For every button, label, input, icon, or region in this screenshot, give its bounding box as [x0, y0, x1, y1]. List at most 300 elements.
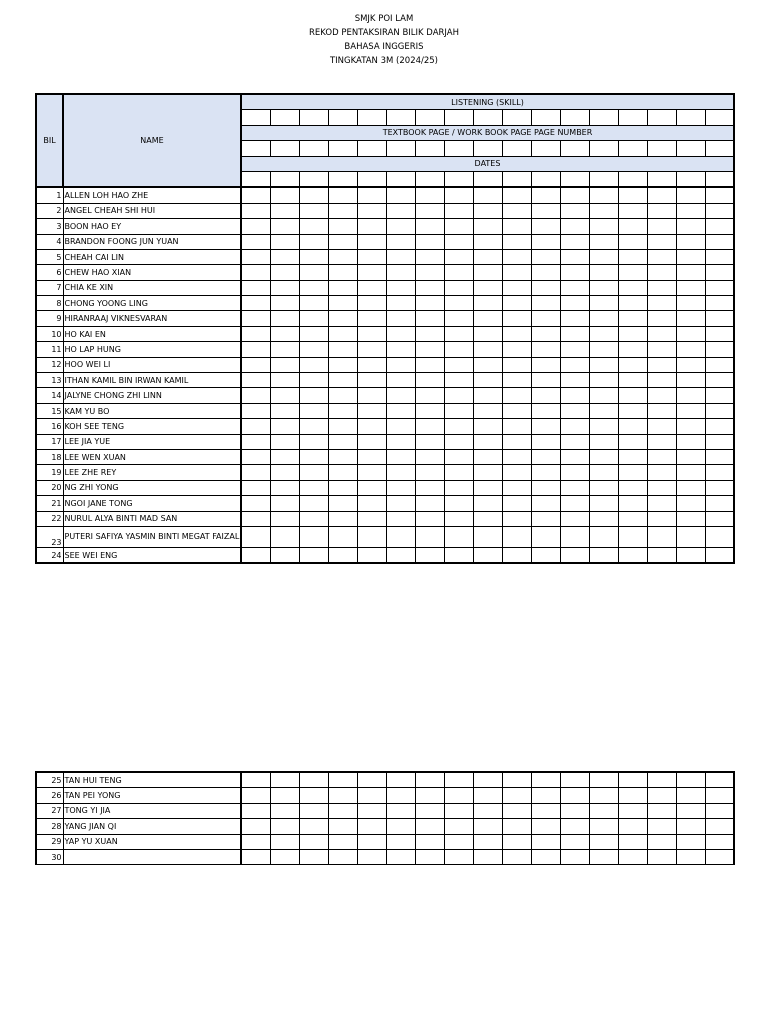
blank-cell[interactable] — [444, 171, 473, 187]
score-cell[interactable] — [444, 342, 473, 357]
score-cell[interactable] — [444, 496, 473, 511]
score-cell[interactable] — [676, 819, 705, 834]
score-cell[interactable] — [473, 249, 502, 264]
score-cell[interactable] — [473, 326, 502, 341]
score-cell[interactable] — [618, 357, 647, 372]
score-cell[interactable] — [560, 373, 589, 388]
score-cell[interactable] — [473, 187, 502, 203]
blank-cell[interactable] — [589, 171, 618, 187]
score-cell[interactable] — [415, 834, 444, 849]
blank-cell[interactable] — [647, 141, 676, 156]
score-cell[interactable] — [444, 511, 473, 526]
score-cell[interactable] — [647, 311, 676, 326]
score-cell[interactable] — [241, 357, 270, 372]
score-cell[interactable] — [502, 311, 531, 326]
score-cell[interactable] — [560, 772, 589, 788]
blank-cell[interactable] — [270, 171, 299, 187]
score-cell[interactable] — [589, 265, 618, 280]
score-cell[interactable] — [618, 342, 647, 357]
score-cell[interactable] — [270, 419, 299, 434]
score-cell[interactable] — [705, 326, 734, 341]
score-cell[interactable] — [328, 788, 357, 803]
score-cell[interactable] — [386, 249, 415, 264]
blank-cell[interactable] — [270, 110, 299, 125]
score-cell[interactable] — [618, 187, 647, 203]
score-cell[interactable] — [705, 449, 734, 464]
score-cell[interactable] — [444, 849, 473, 864]
score-cell[interactable] — [589, 849, 618, 864]
blank-cell[interactable] — [502, 171, 531, 187]
score-cell[interactable] — [676, 219, 705, 234]
score-cell[interactable] — [676, 203, 705, 218]
score-cell[interactable] — [328, 357, 357, 372]
score-cell[interactable] — [589, 434, 618, 449]
score-cell[interactable] — [241, 449, 270, 464]
score-cell[interactable] — [270, 357, 299, 372]
score-cell[interactable] — [618, 788, 647, 803]
score-cell[interactable] — [473, 280, 502, 295]
score-cell[interactable] — [357, 296, 386, 311]
score-cell[interactable] — [415, 819, 444, 834]
score-cell[interactable] — [531, 849, 560, 864]
score-cell[interactable] — [415, 449, 444, 464]
score-cell[interactable] — [444, 249, 473, 264]
score-cell[interactable] — [647, 357, 676, 372]
score-cell[interactable] — [415, 496, 444, 511]
score-cell[interactable] — [357, 419, 386, 434]
score-cell[interactable] — [415, 234, 444, 249]
score-cell[interactable] — [328, 480, 357, 495]
score-cell[interactable] — [328, 265, 357, 280]
score-cell[interactable] — [444, 834, 473, 849]
score-cell[interactable] — [241, 373, 270, 388]
score-cell[interactable] — [647, 249, 676, 264]
score-cell[interactable] — [589, 357, 618, 372]
score-cell[interactable] — [270, 265, 299, 280]
score-cell[interactable] — [415, 772, 444, 788]
score-cell[interactable] — [589, 187, 618, 203]
score-cell[interactable] — [386, 819, 415, 834]
score-cell[interactable] — [270, 234, 299, 249]
score-cell[interactable] — [531, 403, 560, 418]
score-cell[interactable] — [589, 311, 618, 326]
score-cell[interactable] — [560, 326, 589, 341]
score-cell[interactable] — [560, 788, 589, 803]
score-cell[interactable] — [299, 449, 328, 464]
score-cell[interactable] — [502, 449, 531, 464]
score-cell[interactable] — [560, 465, 589, 480]
blank-cell[interactable] — [270, 141, 299, 156]
score-cell[interactable] — [357, 249, 386, 264]
score-cell[interactable] — [531, 249, 560, 264]
score-cell[interactable] — [589, 249, 618, 264]
score-cell[interactable] — [270, 547, 299, 563]
score-cell[interactable] — [705, 819, 734, 834]
score-cell[interactable] — [415, 280, 444, 295]
score-cell[interactable] — [444, 265, 473, 280]
score-cell[interactable] — [328, 511, 357, 526]
score-cell[interactable] — [299, 465, 328, 480]
score-cell[interactable] — [386, 480, 415, 495]
score-cell[interactable] — [386, 449, 415, 464]
blank-cell[interactable] — [676, 141, 705, 156]
score-cell[interactable] — [299, 803, 328, 818]
score-cell[interactable] — [299, 480, 328, 495]
score-cell[interactable] — [386, 219, 415, 234]
score-cell[interactable] — [502, 342, 531, 357]
score-cell[interactable] — [328, 849, 357, 864]
score-cell[interactable] — [705, 280, 734, 295]
score-cell[interactable] — [676, 526, 705, 547]
score-cell[interactable] — [241, 526, 270, 547]
score-cell[interactable] — [618, 388, 647, 403]
score-cell[interactable] — [502, 265, 531, 280]
score-cell[interactable] — [328, 280, 357, 295]
score-cell[interactable] — [676, 388, 705, 403]
score-cell[interactable] — [531, 311, 560, 326]
score-cell[interactable] — [502, 296, 531, 311]
score-cell[interactable] — [676, 788, 705, 803]
score-cell[interactable] — [270, 788, 299, 803]
score-cell[interactable] — [444, 373, 473, 388]
score-cell[interactable] — [618, 834, 647, 849]
score-cell[interactable] — [386, 403, 415, 418]
score-cell[interactable] — [299, 187, 328, 203]
blank-cell[interactable] — [531, 141, 560, 156]
score-cell[interactable] — [531, 265, 560, 280]
score-cell[interactable] — [705, 403, 734, 418]
score-cell[interactable] — [473, 265, 502, 280]
score-cell[interactable] — [647, 834, 676, 849]
blank-cell[interactable] — [357, 110, 386, 125]
blank-cell[interactable] — [415, 171, 444, 187]
score-cell[interactable] — [531, 203, 560, 218]
score-cell[interactable] — [531, 326, 560, 341]
score-cell[interactable] — [531, 526, 560, 547]
score-cell[interactable] — [241, 849, 270, 864]
score-cell[interactable] — [705, 834, 734, 849]
score-cell[interactable] — [299, 357, 328, 372]
score-cell[interactable] — [676, 234, 705, 249]
score-cell[interactable] — [357, 373, 386, 388]
blank-cell[interactable] — [560, 141, 589, 156]
blank-cell[interactable] — [618, 141, 647, 156]
score-cell[interactable] — [241, 480, 270, 495]
score-cell[interactable] — [444, 434, 473, 449]
score-cell[interactable] — [647, 326, 676, 341]
score-cell[interactable] — [618, 434, 647, 449]
score-cell[interactable] — [589, 219, 618, 234]
score-cell[interactable] — [705, 249, 734, 264]
score-cell[interactable] — [241, 511, 270, 526]
score-cell[interactable] — [328, 342, 357, 357]
score-cell[interactable] — [241, 280, 270, 295]
score-cell[interactable] — [502, 834, 531, 849]
score-cell[interactable] — [473, 203, 502, 218]
score-cell[interactable] — [415, 419, 444, 434]
score-cell[interactable] — [270, 449, 299, 464]
score-cell[interactable] — [618, 480, 647, 495]
score-cell[interactable] — [444, 526, 473, 547]
score-cell[interactable] — [473, 373, 502, 388]
score-cell[interactable] — [705, 219, 734, 234]
score-cell[interactable] — [241, 311, 270, 326]
blank-cell[interactable] — [386, 110, 415, 125]
blank-cell[interactable] — [705, 110, 734, 125]
score-cell[interactable] — [502, 480, 531, 495]
score-cell[interactable] — [386, 772, 415, 788]
score-cell[interactable] — [676, 547, 705, 563]
score-cell[interactable] — [502, 496, 531, 511]
score-cell[interactable] — [299, 772, 328, 788]
score-cell[interactable] — [328, 203, 357, 218]
score-cell[interactable] — [328, 526, 357, 547]
score-cell[interactable] — [386, 496, 415, 511]
score-cell[interactable] — [299, 342, 328, 357]
score-cell[interactable] — [415, 187, 444, 203]
score-cell[interactable] — [473, 496, 502, 511]
score-cell[interactable] — [676, 326, 705, 341]
score-cell[interactable] — [676, 511, 705, 526]
score-cell[interactable] — [618, 496, 647, 511]
score-cell[interactable] — [502, 357, 531, 372]
score-cell[interactable] — [241, 803, 270, 818]
score-cell[interactable] — [502, 434, 531, 449]
score-cell[interactable] — [502, 249, 531, 264]
blank-cell[interactable] — [618, 171, 647, 187]
score-cell[interactable] — [328, 311, 357, 326]
score-cell[interactable] — [473, 834, 502, 849]
score-cell[interactable] — [560, 203, 589, 218]
score-cell[interactable] — [444, 403, 473, 418]
score-cell[interactable] — [705, 480, 734, 495]
blank-cell[interactable] — [676, 171, 705, 187]
score-cell[interactable] — [386, 311, 415, 326]
score-cell[interactable] — [444, 465, 473, 480]
score-cell[interactable] — [502, 849, 531, 864]
score-cell[interactable] — [386, 187, 415, 203]
score-cell[interactable] — [241, 465, 270, 480]
score-cell[interactable] — [444, 803, 473, 818]
score-cell[interactable] — [502, 803, 531, 818]
blank-cell[interactable] — [473, 110, 502, 125]
score-cell[interactable] — [415, 465, 444, 480]
score-cell[interactable] — [357, 342, 386, 357]
score-cell[interactable] — [299, 296, 328, 311]
score-cell[interactable] — [299, 511, 328, 526]
blank-cell[interactable] — [328, 110, 357, 125]
score-cell[interactable] — [560, 265, 589, 280]
score-cell[interactable] — [444, 388, 473, 403]
blank-cell[interactable] — [444, 141, 473, 156]
score-cell[interactable] — [705, 465, 734, 480]
score-cell[interactable] — [502, 526, 531, 547]
blank-cell[interactable] — [241, 110, 270, 125]
score-cell[interactable] — [502, 219, 531, 234]
score-cell[interactable] — [647, 480, 676, 495]
score-cell[interactable] — [299, 403, 328, 418]
score-cell[interactable] — [647, 403, 676, 418]
score-cell[interactable] — [676, 434, 705, 449]
score-cell[interactable] — [531, 465, 560, 480]
score-cell[interactable] — [415, 849, 444, 864]
score-cell[interactable] — [270, 526, 299, 547]
score-cell[interactable] — [647, 526, 676, 547]
score-cell[interactable] — [357, 480, 386, 495]
score-cell[interactable] — [241, 834, 270, 849]
score-cell[interactable] — [415, 526, 444, 547]
score-cell[interactable] — [241, 772, 270, 788]
score-cell[interactable] — [444, 326, 473, 341]
score-cell[interactable] — [270, 311, 299, 326]
score-cell[interactable] — [531, 373, 560, 388]
score-cell[interactable] — [270, 326, 299, 341]
score-cell[interactable] — [589, 526, 618, 547]
score-cell[interactable] — [444, 357, 473, 372]
score-cell[interactable] — [241, 296, 270, 311]
score-cell[interactable] — [531, 419, 560, 434]
score-cell[interactable] — [386, 788, 415, 803]
blank-cell[interactable] — [444, 110, 473, 125]
score-cell[interactable] — [705, 203, 734, 218]
score-cell[interactable] — [270, 819, 299, 834]
score-cell[interactable] — [676, 480, 705, 495]
score-cell[interactable] — [705, 187, 734, 203]
score-cell[interactable] — [502, 280, 531, 295]
score-cell[interactable] — [473, 849, 502, 864]
score-cell[interactable] — [328, 403, 357, 418]
score-cell[interactable] — [328, 296, 357, 311]
score-cell[interactable] — [647, 203, 676, 218]
score-cell[interactable] — [676, 357, 705, 372]
score-cell[interactable] — [386, 234, 415, 249]
score-cell[interactable] — [270, 388, 299, 403]
score-cell[interactable] — [647, 234, 676, 249]
score-cell[interactable] — [386, 419, 415, 434]
blank-cell[interactable] — [473, 171, 502, 187]
score-cell[interactable] — [386, 849, 415, 864]
score-cell[interactable] — [676, 803, 705, 818]
score-cell[interactable] — [473, 547, 502, 563]
score-cell[interactable] — [618, 511, 647, 526]
score-cell[interactable] — [357, 265, 386, 280]
score-cell[interactable] — [473, 296, 502, 311]
score-cell[interactable] — [502, 465, 531, 480]
score-cell[interactable] — [473, 419, 502, 434]
blank-cell[interactable] — [357, 141, 386, 156]
blank-cell[interactable] — [415, 141, 444, 156]
score-cell[interactable] — [328, 219, 357, 234]
score-cell[interactable] — [531, 803, 560, 818]
score-cell[interactable] — [357, 547, 386, 563]
score-cell[interactable] — [357, 357, 386, 372]
score-cell[interactable] — [618, 803, 647, 818]
score-cell[interactable] — [705, 234, 734, 249]
score-cell[interactable] — [328, 834, 357, 849]
score-cell[interactable] — [241, 326, 270, 341]
score-cell[interactable] — [531, 388, 560, 403]
score-cell[interactable] — [589, 280, 618, 295]
score-cell[interactable] — [560, 449, 589, 464]
blank-cell[interactable] — [299, 110, 328, 125]
score-cell[interactable] — [502, 388, 531, 403]
score-cell[interactable] — [270, 849, 299, 864]
score-cell[interactable] — [299, 388, 328, 403]
score-cell[interactable] — [589, 465, 618, 480]
score-cell[interactable] — [618, 449, 647, 464]
score-cell[interactable] — [676, 280, 705, 295]
score-cell[interactable] — [357, 834, 386, 849]
score-cell[interactable] — [531, 449, 560, 464]
score-cell[interactable] — [357, 187, 386, 203]
score-cell[interactable] — [299, 311, 328, 326]
score-cell[interactable] — [618, 419, 647, 434]
score-cell[interactable] — [531, 280, 560, 295]
score-cell[interactable] — [357, 311, 386, 326]
score-cell[interactable] — [502, 234, 531, 249]
score-cell[interactable] — [415, 373, 444, 388]
score-cell[interactable] — [502, 772, 531, 788]
score-cell[interactable] — [270, 834, 299, 849]
score-cell[interactable] — [502, 326, 531, 341]
score-cell[interactable] — [647, 496, 676, 511]
score-cell[interactable] — [386, 803, 415, 818]
score-cell[interactable] — [560, 849, 589, 864]
score-cell[interactable] — [328, 496, 357, 511]
score-cell[interactable] — [241, 434, 270, 449]
score-cell[interactable] — [415, 342, 444, 357]
score-cell[interactable] — [415, 296, 444, 311]
score-cell[interactable] — [560, 526, 589, 547]
score-cell[interactable] — [618, 373, 647, 388]
score-cell[interactable] — [560, 234, 589, 249]
score-cell[interactable] — [589, 496, 618, 511]
score-cell[interactable] — [473, 311, 502, 326]
score-cell[interactable] — [647, 511, 676, 526]
score-cell[interactable] — [444, 419, 473, 434]
score-cell[interactable] — [531, 234, 560, 249]
blank-cell[interactable] — [473, 141, 502, 156]
blank-cell[interactable] — [531, 110, 560, 125]
score-cell[interactable] — [415, 388, 444, 403]
score-cell[interactable] — [676, 296, 705, 311]
score-cell[interactable] — [560, 834, 589, 849]
score-cell[interactable] — [705, 265, 734, 280]
score-cell[interactable] — [502, 187, 531, 203]
score-cell[interactable] — [502, 403, 531, 418]
score-cell[interactable] — [328, 249, 357, 264]
score-cell[interactable] — [328, 547, 357, 563]
score-cell[interactable] — [531, 788, 560, 803]
score-cell[interactable] — [299, 496, 328, 511]
score-cell[interactable] — [647, 296, 676, 311]
score-cell[interactable] — [444, 547, 473, 563]
score-cell[interactable] — [444, 480, 473, 495]
score-cell[interactable] — [444, 788, 473, 803]
score-cell[interactable] — [415, 788, 444, 803]
score-cell[interactable] — [589, 342, 618, 357]
score-cell[interactable] — [676, 772, 705, 788]
score-cell[interactable] — [531, 834, 560, 849]
score-cell[interactable] — [618, 311, 647, 326]
score-cell[interactable] — [299, 434, 328, 449]
score-cell[interactable] — [444, 187, 473, 203]
score-cell[interactable] — [473, 449, 502, 464]
score-cell[interactable] — [531, 187, 560, 203]
score-cell[interactable] — [386, 834, 415, 849]
score-cell[interactable] — [241, 403, 270, 418]
score-cell[interactable] — [647, 280, 676, 295]
